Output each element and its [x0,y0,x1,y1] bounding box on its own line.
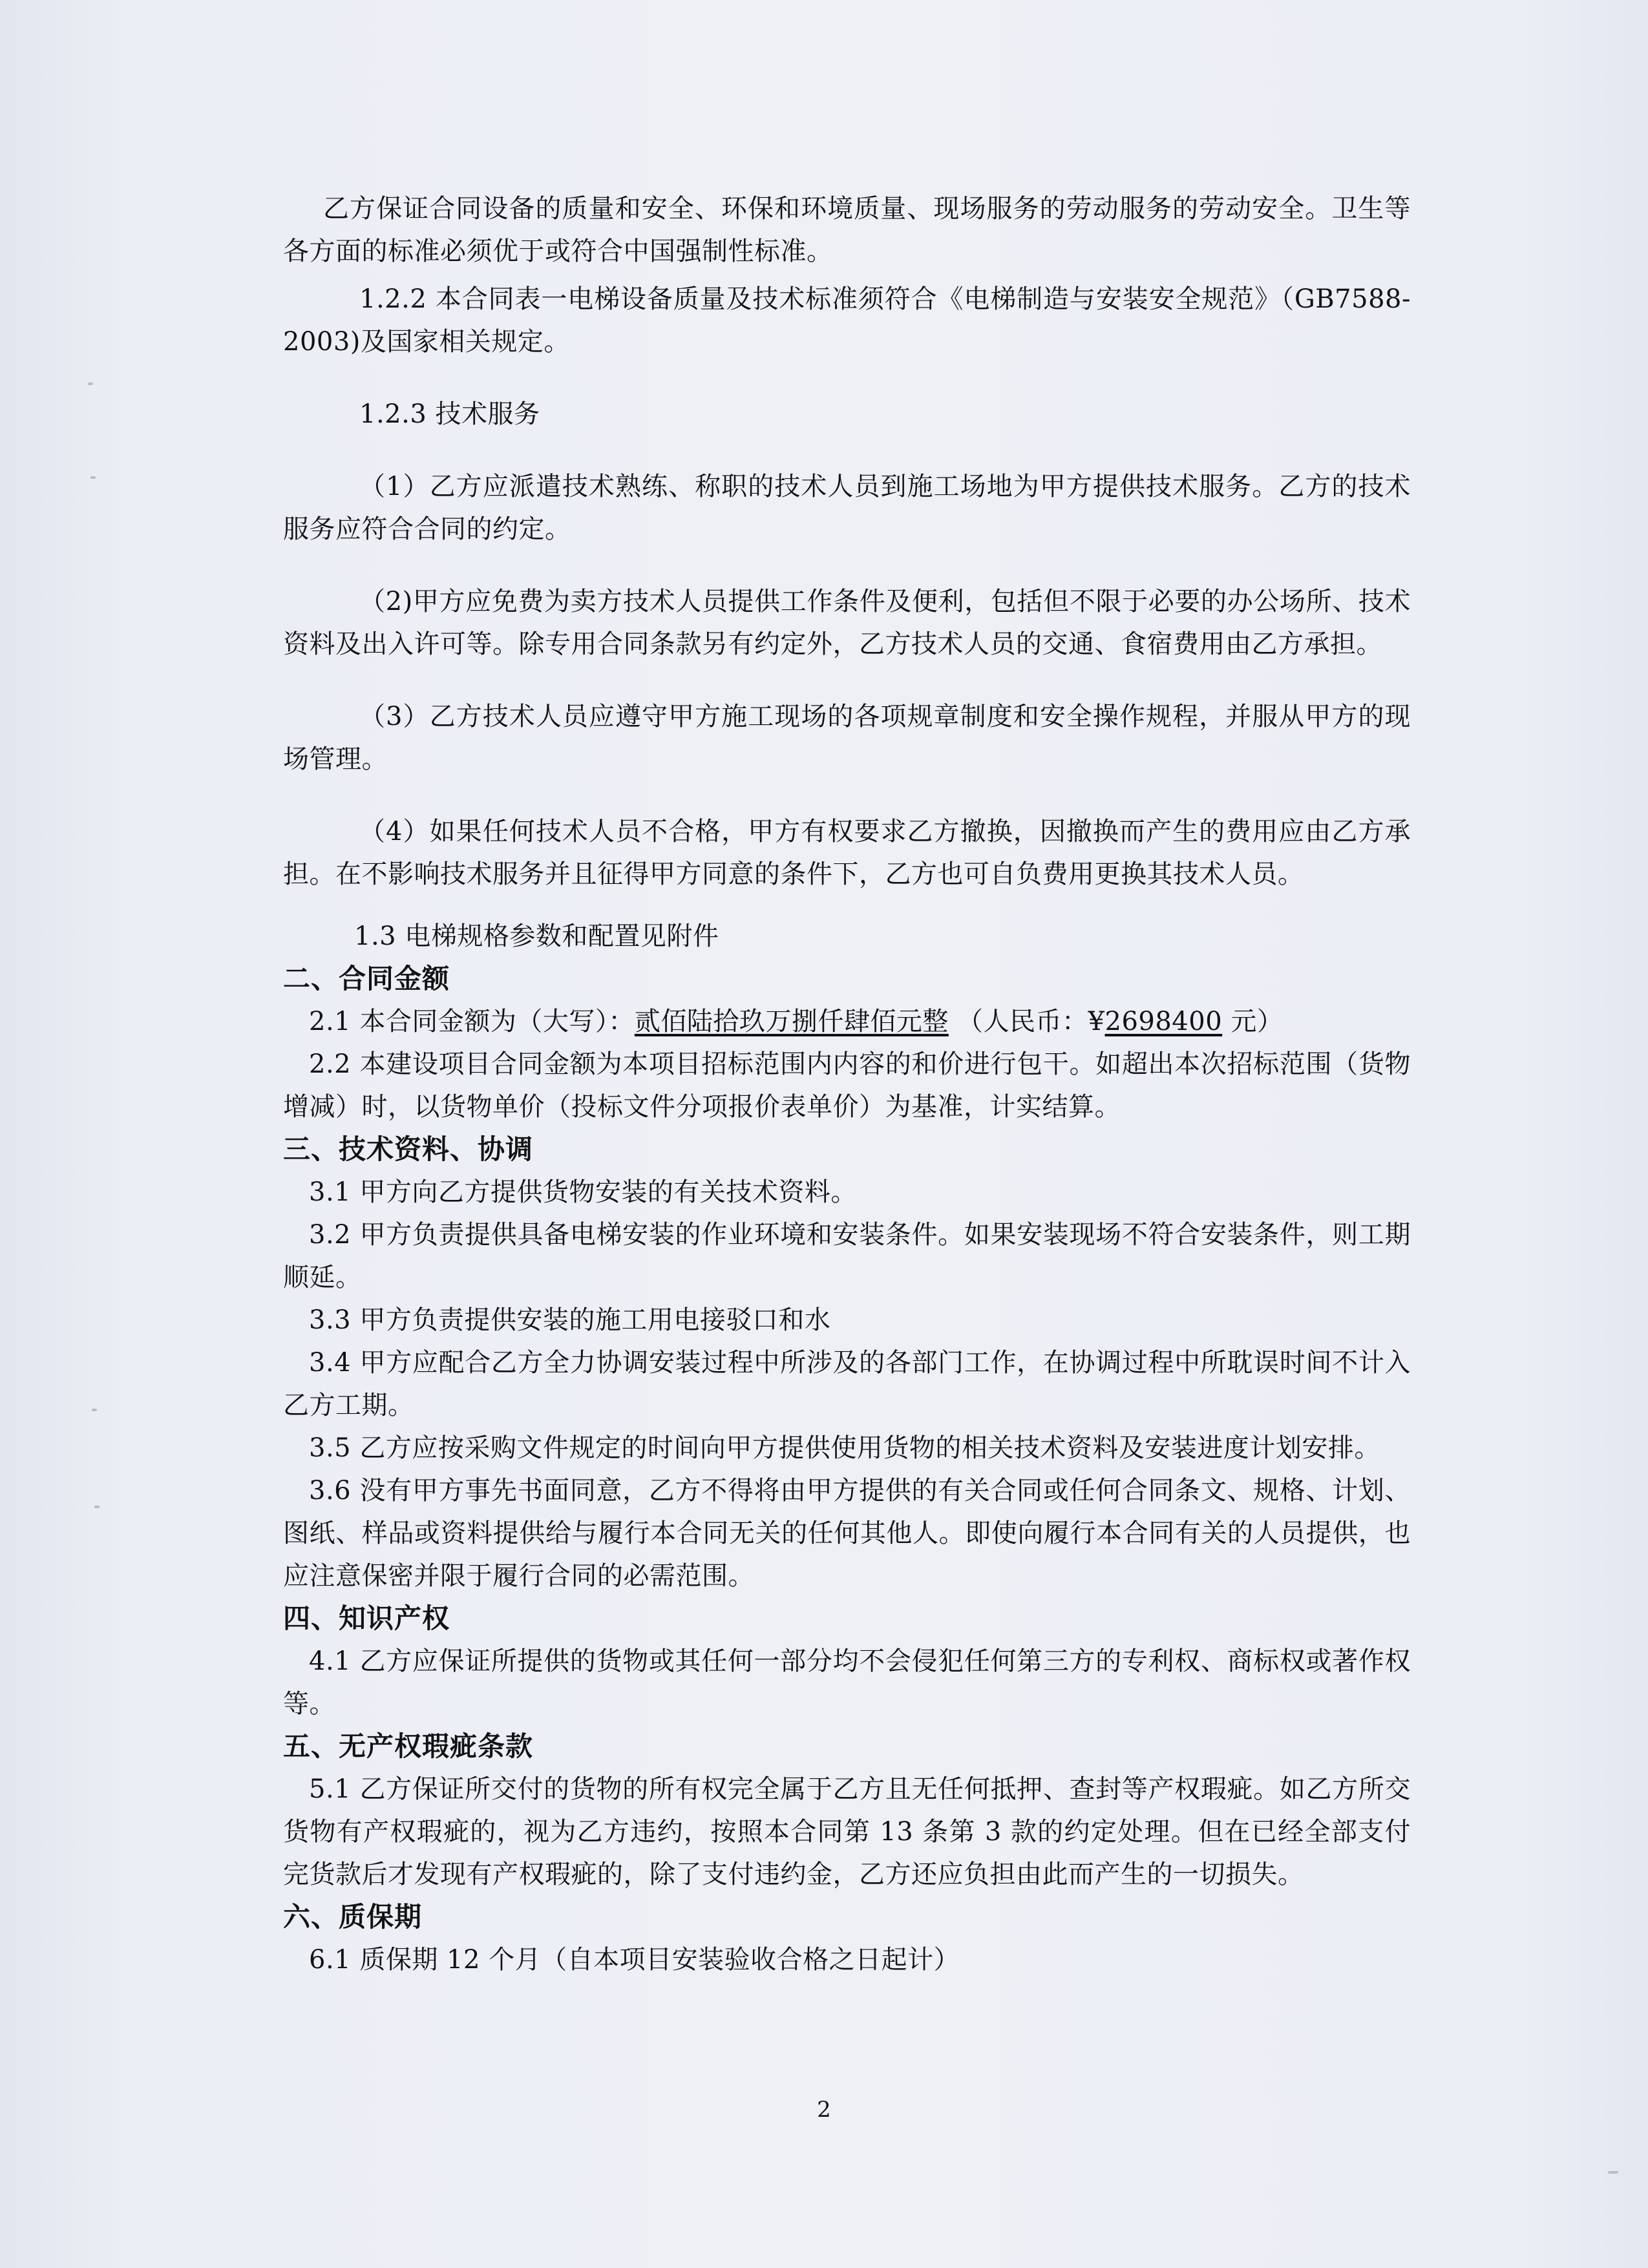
clause-1-2-3-title: 1.2.3 技术服务 [359,399,540,429]
clause-6-1: 6.1 质保期 12 个月（自本项目安装验收合格之日起计） [309,1945,960,1975]
scan-speck [92,1409,97,1411]
clause-3-2: 3.2 甲方负责提供具备电梯安装的作业环境和安装条件。如果安装现场不符合安装条件，则工期顺延。 [283,1220,1411,1292]
section-heading-5: 五、无产权瑕疵条款 [283,1730,534,1762]
clause-2-2: 2.2 本建设项目合同金额为本项目招标范围内内容的和价进行包干。如超出本次招标范围（货物增减）时，以货物单价（投标文件分项报价表单价）为基准，计实结算。 [283,1049,1411,1122]
amount-in-numbers: 2698400 [1104,1007,1223,1036]
scan-speck [88,383,93,385]
clause-3-5: 3.5 乙方应按采购文件规定的时间向甲方提供使用货物的相关技术资料及安装进度计划安排。 [309,1433,1380,1463]
intro-paragraph: 乙方保证合同设备的质量和安全、环保和环境质量、现场服务的劳动服务的劳动安全。卫生等各方面的标准必须优于或符合中国强制性标准。 [283,194,1411,266]
tech-service-item-1: （1）乙方应派遣技术熟练、称职的技术人员到施工场地为甲方提供技术服务。乙方的技术服务应符合合同的约定。 [283,472,1411,544]
clause-2-1-suffix: 元） [1222,1007,1284,1036]
scan-speck [90,476,96,479]
page-number: 2 [817,2097,831,2123]
clause-3-3: 3.3 甲方负责提供安装的施工用电接驳口和水 [309,1305,831,1335]
tech-service-item-3: （3）乙方技术人员应遵守甲方施工现场的各项规章制度和安全操作规程，并服从甲方的现场管理。 [283,702,1411,774]
clause-2-1-prefix: 2.1 本合同金额为（大写）： [309,1007,635,1036]
amount-in-words: 贰佰陆拾玖万捌仟肆佰元整 [634,1007,949,1036]
clause-2-1-mid: （人民币：¥ [948,1007,1105,1036]
section-heading-2: 二、合同金额 [283,963,450,994]
clause-1-3: 1.3 电梯规格参数和配置见附件 [354,921,719,951]
section-heading-4: 四、知识产权 [283,1602,450,1634]
section-heading-6: 六、质保期 [283,1901,423,1933]
contract-body [283,187,1411,1981]
clause-1-2-2: 1.2.2 本合同表一电梯设备质量及技术标准须符合《电梯制造与安装安全规范》（GB7588-2003)及国家相关规定。 [283,284,1411,357]
clause-3-6: 3.6 没有甲方事先书面同意，乙方不得将由甲方提供的有关合同或任何合同条文、规格、计划、图纸、样品或资料提供给与履行本合同无关的任何其他人。即使向履行本合同有关的人员提供，也应注意保密并限于履行合同的必需范围。 [283,1476,1411,1591]
scan-speck [94,1506,100,1508]
scan-speck [1608,2171,1618,2174]
clause-5-1: 5.1 乙方保证所交付的货物的所有权完全属于乙方且无任何抵押、查封等产权瑕疵。如乙方所交货物有产权瑕疵的，视为乙方违约，按照本合同第 13 条第 3 款的约定处理。但在已经全部支付完货款后才发现有产权瑕疵的，除了支付违约金，乙方还应负担由此而产生的一切损失。 [283,1774,1411,1889]
clause-2-1 [283,1000,1411,1043]
clause-3-4: 3.4 甲方应配合乙方全力协调安装过程中所涉及的各部门工作，在协调过程中所耽误时间不计入乙方工期。 [283,1348,1411,1420]
tech-service-item-4: （4）如果任何技术人员不合格，甲方有权要求乙方撤换，因撤换而产生的费用应由乙方承担。在不影响技术服务并且征得甲方同意的条件下，乙方也可自负费用更换其技术人员。 [283,817,1411,889]
clause-4-1: 4.1 乙方应保证所提供的货物或其任何一部分均不会侵犯任何第三方的专利权、商标权或著作权等。 [283,1646,1411,1719]
tech-service-item-2: （2)甲方应免费为卖方技术人员提供工作条件及便利，包括但不限于必要的办公场所、技术资料及出入许可等。除专用合同条款另有约定外，乙方技术人员的交通、食宿费用由乙方承担。 [283,587,1411,659]
section-heading-3: 三、技术资料、协调 [283,1133,534,1165]
clause-3-1: 3.1 甲方向乙方提供货物安装的有关技术资料。 [309,1177,857,1207]
